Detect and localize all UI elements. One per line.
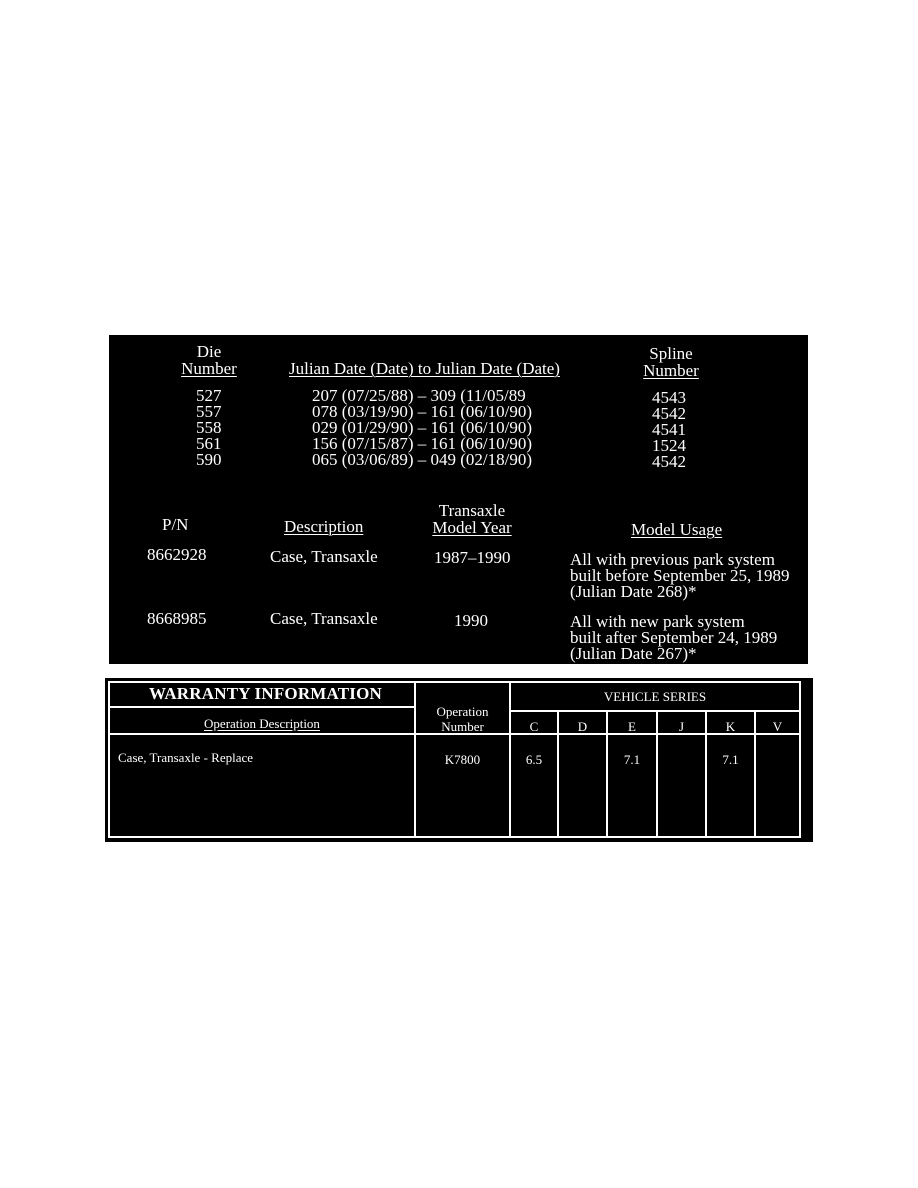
die-header-line1: Die	[196, 342, 222, 361]
part-year: 1987–1990	[434, 548, 511, 567]
die-number: 557	[196, 402, 222, 421]
series-d: D	[577, 719, 588, 734]
spline-number: 1524	[652, 436, 686, 455]
table-row	[0, 450, 918, 471]
part-number: 8662928	[147, 545, 207, 564]
warranty-value-k: 7.1	[722, 752, 739, 767]
date-range: 065 (03/06/89) – 049 (02/18/90)	[312, 450, 533, 469]
warranty-value-c: 6.5	[525, 752, 543, 767]
part-number: 8668985	[147, 609, 207, 628]
model-year-header-line1: Transaxle	[438, 501, 506, 520]
die-header-line2: Number	[181, 359, 237, 378]
die-number: 561	[196, 434, 222, 453]
die-number: 527	[196, 386, 222, 405]
warranty-row-description: Case, Transaxle - Replace	[118, 750, 254, 765]
spline-header	[634, 345, 708, 379]
spline-number: 4543	[652, 388, 686, 407]
part-usage: All with new park system built after September 24, 1989 (Julian Date 267)*	[570, 612, 778, 663]
date-range: 029 (01/29/90) – 161 (06/10/90)	[312, 418, 533, 437]
spline-number: 4542	[652, 404, 686, 423]
date-range: 156 (07/15/87) – 161 (06/10/90)	[312, 434, 533, 453]
warranty-title: WARRANTY INFORMATION	[149, 684, 383, 703]
vehicle-series-header: VEHICLE SERIES	[603, 689, 707, 704]
julian-header: Julian Date (Date) to Julian Date (Date)	[289, 359, 560, 378]
spline-number: 4541	[652, 420, 686, 439]
model-year-header-line2: Model Year	[432, 518, 512, 537]
die-header	[172, 343, 246, 377]
usage-header: Model Usage	[631, 520, 723, 539]
part-usage: All with previous park system built before September 25, 1989 (Julian Date 268)*	[570, 550, 790, 601]
series-c: C	[529, 719, 539, 734]
spline-number: 4542	[652, 452, 686, 471]
warranty-value-e: 7.1	[623, 752, 641, 767]
part-description: Case, Transaxle	[270, 547, 378, 566]
spline-header-line2: Number	[643, 361, 699, 380]
series-j: J	[678, 719, 685, 734]
pn-header: P/N	[162, 515, 189, 534]
date-range: 078 (03/19/90) – 161 (06/10/90)	[312, 402, 533, 421]
series-v: V	[772, 719, 783, 734]
description-header: Description	[284, 517, 364, 536]
series-k: K	[725, 719, 736, 734]
model-year-header	[420, 502, 524, 536]
operation-number-header: Operation Number	[436, 704, 489, 734]
die-number: 558	[196, 418, 222, 437]
warranty-row-number: K7800	[444, 752, 481, 767]
part-description: Case, Transaxle	[270, 609, 378, 628]
part-year: 1990	[454, 611, 488, 630]
operation-description-header: Operation Description	[204, 716, 320, 731]
die-number: 590	[196, 450, 222, 469]
date-range: 207 (07/25/88) – 309 (11/05/89	[312, 386, 526, 405]
series-e: E	[628, 719, 636, 734]
spline-header-line1: Spline	[649, 344, 693, 363]
